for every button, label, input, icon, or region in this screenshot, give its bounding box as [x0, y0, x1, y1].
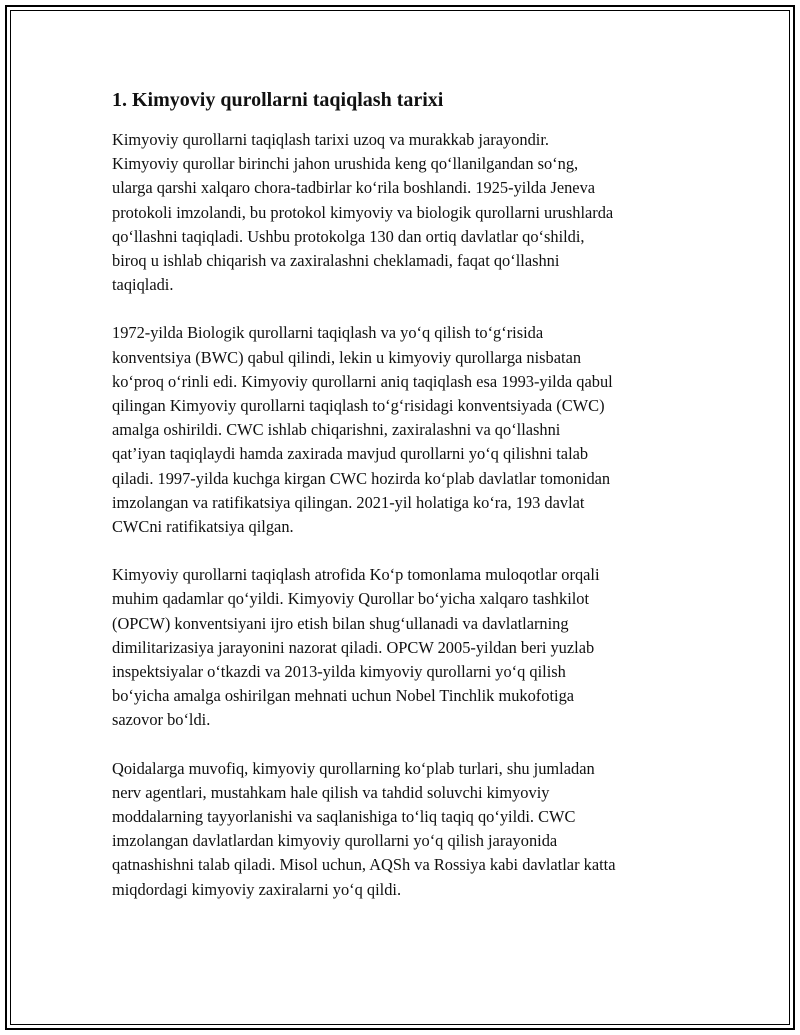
paragraph-line: qilingan Kimyoviy qurollarni taqiqlash to‘g‘risidagi konventsiyada (CWC)	[112, 396, 605, 416]
paragraph-line: Kimyoviy qurollarni taqiqlash tarixi uzoq va murakkab jarayondir.	[112, 130, 549, 149]
paragraph-line: imzolangan va ratifikatsiya qilingan. 2021-yil holatiga ko‘ra, 193 davlat	[112, 492, 585, 512]
document-content	[112, 86, 692, 926]
paragraph-line: konventsiya (BWC) qabul qilindi, lekin u kimyoviy qurollarga nisbatan	[112, 347, 582, 367]
paragraph-list	[112, 128, 692, 902]
paragraph-line: qatnashishni talab qiladi. Misol uchun, AQSh va Rossiya kabi davlatlar katta	[112, 855, 616, 875]
paragraph-line: Kimyoviy qurollarni taqiqlash atrofida Ko‘p tomonlama muloqotlar orqali	[112, 565, 600, 585]
paragraph-line: Qoidalarga muvofiq, kimyoviy qurollarning ko‘plab turlari, shu jumladan	[112, 758, 595, 778]
paragraph-line: imzolangan davlatlardan kimyoviy qurollarni yo‘q qilish jarayonida	[112, 831, 558, 851]
paragraph-line: nerv agentlari, mustahkam hale qilish va tahdid soluvchi kimyoviy	[112, 782, 550, 802]
document-title: 1. Kimyoviy qurollarni taqiqlash tarixi	[112, 89, 444, 111]
paragraph-line: ularga qarshi xalqaro chora-tadbirlar ko‘rila boshlandi. 1925-yilda Jeneva	[112, 178, 596, 198]
paragraph-line: moddalarning tayyorlanishi va saqlanishiga to‘liq taqiq qo‘yildi. CWC	[112, 807, 576, 827]
paragraph-line: amalga oshirildi. CWC ishlab chiqarishni, zaxiralashni va qo‘llashni	[112, 420, 561, 440]
paragraph-line: biroq u ishlab chiqarish va zaxiralashni cheklamadi, faqat qo‘llashni	[112, 251, 560, 271]
paragraph-line: sazovor bo‘ldi.	[112, 710, 211, 730]
paragraph-1	[112, 128, 692, 297]
paragraph-4	[112, 757, 692, 902]
paragraph-line: protokoli imzolandi, bu protokol kimyoviy va biologik qurollarni urushlarda	[112, 202, 614, 222]
paragraph-line: (OPCW) konventsiyani ijro etish bilan shug‘ullanadi va davlatlarning	[112, 613, 569, 633]
paragraph-line: miqdordagi kimyoviy zaxiralarni yo‘q qildi.	[112, 879, 402, 899]
paragraph-line: 1972-yilda Biologik qurollarni taqiqlash va yo‘q qilish to‘g‘risida	[112, 323, 544, 343]
paragraph-line: qat’iyan taqiqlaydi hamda zaxirada mavjud qurollarni yo‘q qilishni talab	[112, 444, 589, 464]
paragraph-3	[112, 563, 692, 732]
paragraph-line: dimilitarizasiya jarayonini nazorat qiladi. OPCW 2005-yildan beri yuzlab	[112, 637, 595, 657]
paragraph-line: CWCni ratifikatsiya qilgan.	[112, 517, 294, 537]
paragraph-line: ko‘proq o‘rinli edi. Kimyoviy qurollarni aniq taqiqlash esa 1993-yilda qabul	[112, 371, 613, 391]
paragraph-line: taqiqladi.	[112, 275, 174, 295]
paragraph-line: qo‘llashni taqiqladi. Ushbu protokolga 130 dan ortiq davlatlar qo‘shildi,	[112, 226, 585, 246]
paragraph-line: muhim qadamlar qo‘yildi. Kimyoviy Qurollar bo‘yicha xalqaro tashkilot	[112, 589, 590, 609]
paragraph-line: qiladi. 1997-yilda kuchga kirgan CWC hozirda ko‘plab davlatlar tomonidan	[112, 468, 611, 488]
paragraph-line: inspektsiyalar o‘tkazdi va 2013-yilda kimyoviy qurollarni yo‘q qilish	[112, 662, 566, 682]
paragraph-2	[112, 321, 692, 539]
paragraph-line: Kimyoviy qurollar birinchi jahon urushida keng qo‘llanilgandan so‘ng,	[112, 154, 579, 174]
paragraph-line: bo‘yicha amalga oshirilgan mehnati uchun Nobel Tinchlik mukofotiga	[112, 686, 575, 706]
